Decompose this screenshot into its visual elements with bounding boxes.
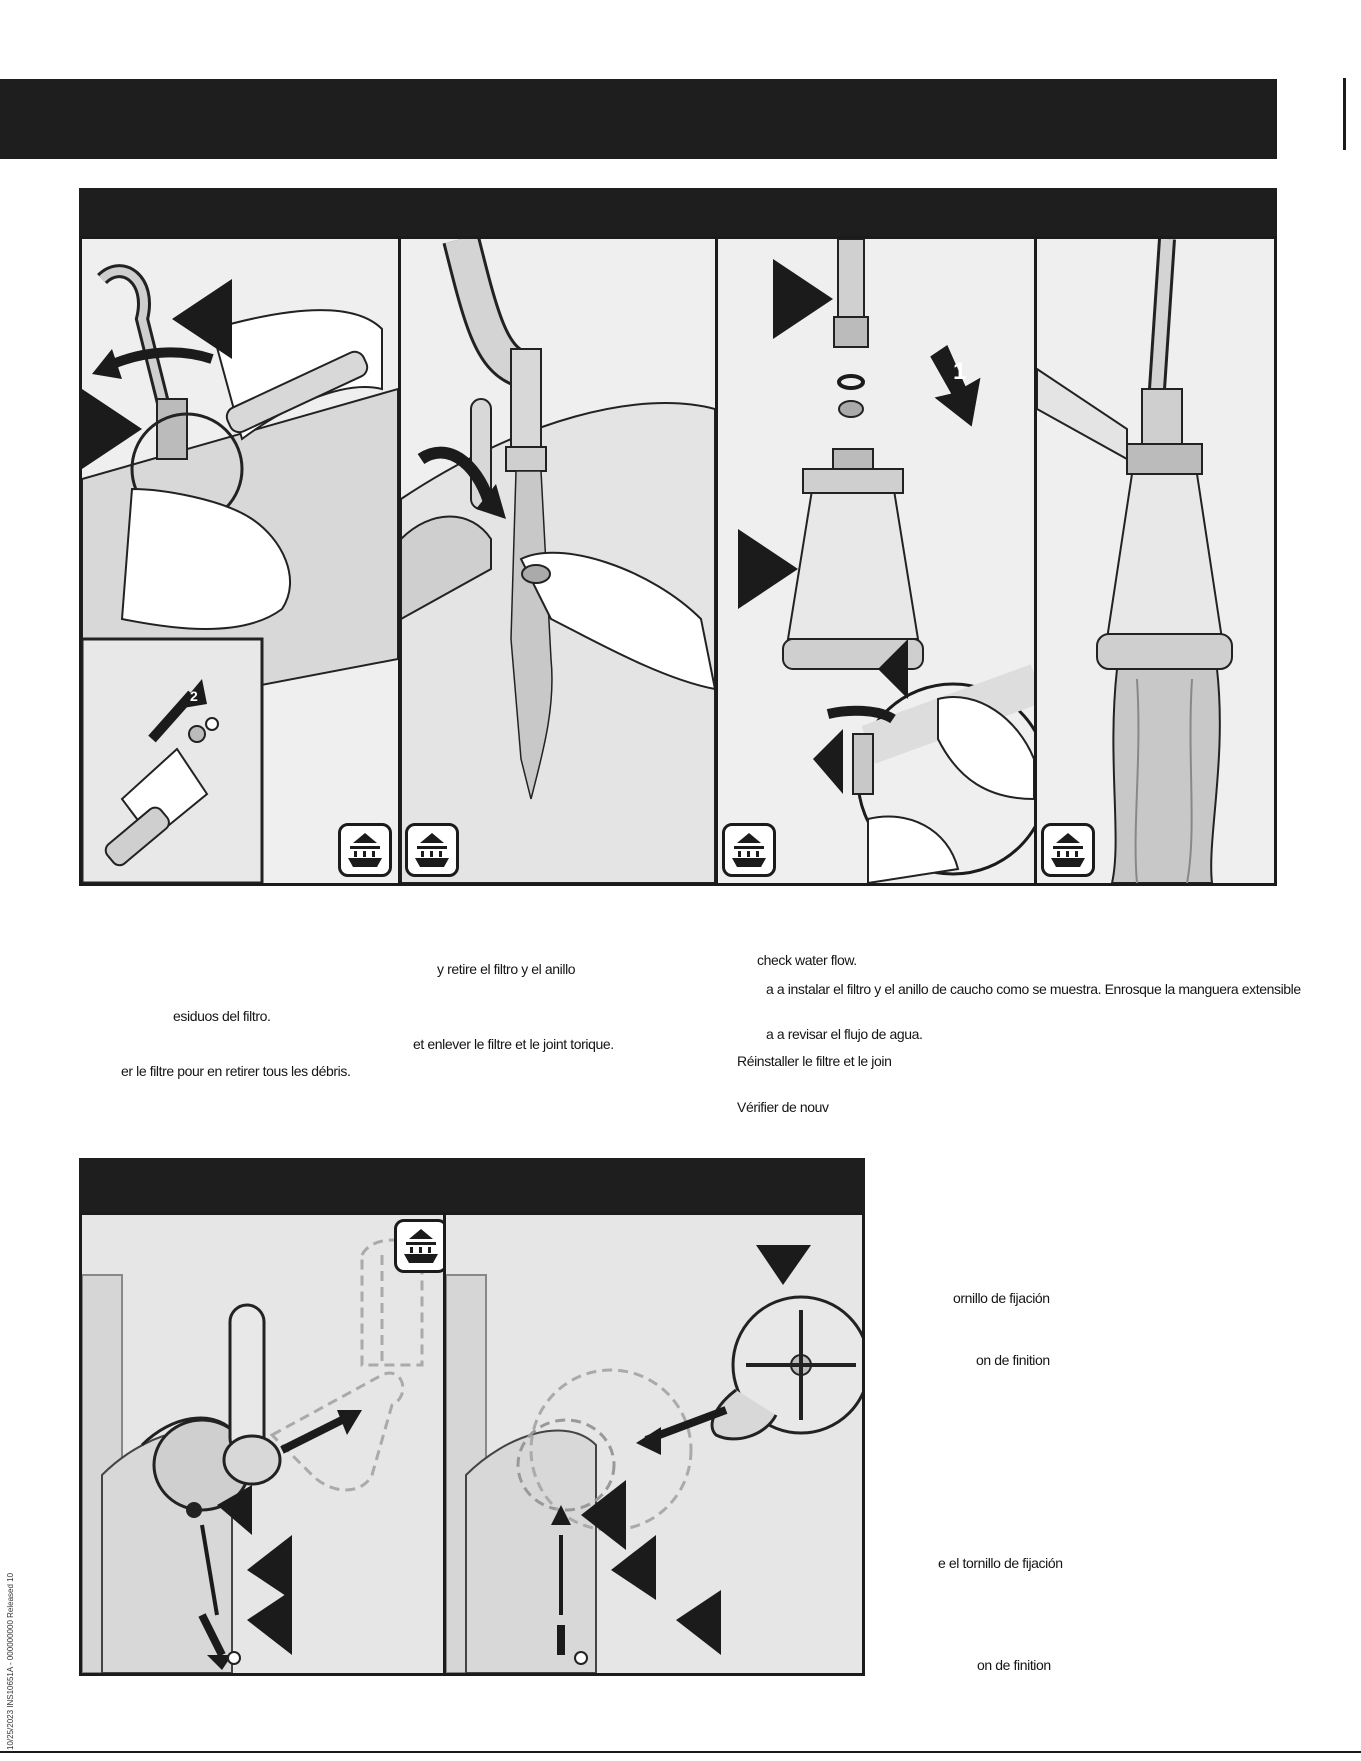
step-panel-1	[79, 236, 401, 886]
step-panel-5	[79, 1212, 447, 1676]
instruction-text-fr-2: er le filtre pour en retirer tous les débris.	[121, 1063, 351, 1079]
instruction-text-en-3: check water flow.	[757, 952, 857, 968]
header-band	[0, 79, 1277, 159]
illustration-remove-handle	[82, 1215, 444, 1673]
step-panel-6	[443, 1212, 865, 1676]
sink-faucet-icon	[1041, 823, 1095, 877]
bottom-rule	[0, 1751, 1361, 1753]
illustration-remove-hose	[82, 239, 398, 883]
step-panel-3	[715, 236, 1037, 886]
illustration-flush-water	[401, 239, 715, 883]
side-text-es-1: ornillo de fijación	[953, 1290, 1050, 1306]
page-edge-mark	[1343, 78, 1346, 150]
instruction-text-es-2: esiduos del filtro.	[173, 1008, 271, 1024]
section-band-2	[79, 1158, 865, 1216]
instruction-text-fr-1: et enlever le filtre et le joint torique.	[413, 1036, 614, 1052]
inset-arrow-label: 2	[190, 688, 198, 704]
side-text-es-2: e el tornillo de fijación	[938, 1555, 1063, 1571]
sink-faucet-icon	[394, 1219, 447, 1273]
sink-faucet-icon	[405, 823, 459, 877]
section-band-1	[79, 188, 1277, 242]
instruction-text-es-1: y retire el filtro y el anillo	[437, 961, 576, 977]
sink-faucet-icon	[722, 823, 776, 877]
side-text-fr-2: on de finition	[977, 1657, 1051, 1673]
instruction-text-es-4: a a revisar el flujo de agua.	[766, 1026, 923, 1042]
illustration-check-flow	[1037, 239, 1274, 883]
instruction-text-es-3: a a instalar el filtro y el anillo de caucho como se muestra. Enrosque la manguera extensible	[766, 981, 1301, 997]
side-text-fr-1: on de finition	[976, 1352, 1050, 1368]
margin-document-info: 10/25/2023 INS10651A - 000000000 Released 10	[6, 1572, 15, 1750]
instruction-text-fr-4: Vérifier de nouv	[737, 1099, 829, 1115]
step-panel-2	[398, 236, 718, 886]
arrow-label: 1	[953, 358, 967, 385]
illustration-reinstall-filter	[718, 239, 1034, 883]
illustration-install-handle	[446, 1215, 862, 1673]
sink-faucet-icon	[338, 823, 392, 877]
instruction-text-fr-3: Réinstaller le filtre et le join	[737, 1053, 892, 1069]
step-panel-4	[1034, 236, 1277, 886]
